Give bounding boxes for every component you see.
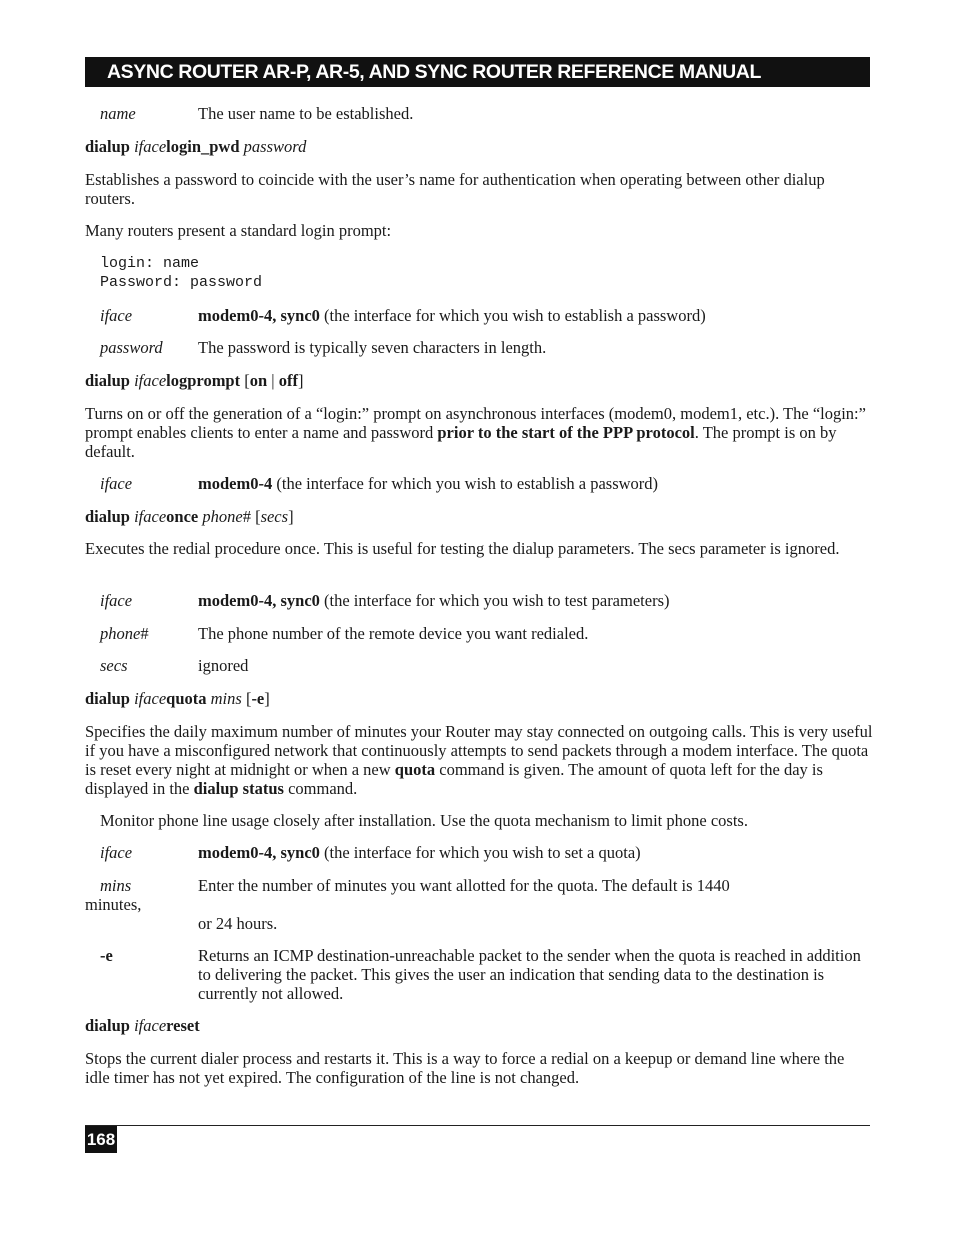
cmd-logprompt — [85, 371, 303, 390]
cmd-keyword: dialup — [85, 689, 130, 708]
cmd-suffix: # — [242, 507, 251, 526]
cmd-arg: iface — [134, 689, 167, 708]
login-prompt-line-2: Password: password — [100, 274, 263, 291]
param-mins: mins — [100, 876, 132, 895]
param-values: modem0-4, sync0 — [198, 306, 320, 325]
page-number: 168 — [85, 1126, 117, 1153]
param-iface-desc — [198, 474, 870, 493]
cmd-login-pwd — [85, 137, 306, 156]
param-note: (the interface for which you wish to set a quota) — [319, 843, 641, 862]
param-iface: iface — [100, 843, 133, 862]
cmd-separator: | — [267, 371, 279, 390]
cmd-bracket: [ — [244, 371, 250, 390]
cmd-arg: password — [243, 137, 307, 156]
param-phone-name: phone — [100, 624, 141, 643]
reset-desc: Stops the current dialer process and restarts it. This is a way to force a redial on a keepup or demand line where the idle timer has not yet expired. The configuration of the line is not changed. — [85, 1049, 845, 1087]
param-note: (the interface for which you wish to establish a password) — [319, 306, 706, 325]
param-mins-continued: or 24 hours. — [198, 914, 278, 933]
cmd-arg: iface — [134, 371, 167, 390]
page-header: ASYNC ROUTER AR-P, AR-5, AND SYNC ROUTER REFERENCE MANUAL — [85, 57, 870, 87]
cmd-once — [85, 507, 294, 526]
cmd-keyword: login_pwd — [166, 137, 240, 156]
cmd-keyword: dialup — [85, 1016, 130, 1035]
param-values: modem0-4, sync0 — [198, 843, 320, 862]
cmd-bracket: [ — [245, 689, 252, 708]
login-pwd-desc: Establishes a password to coincide with the user’s name for authentication when operating between other dialup routers. — [85, 170, 825, 208]
cmd-arg: phone — [202, 507, 243, 526]
param-values: modem0-4 — [198, 474, 273, 493]
param-secs: secs — [100, 656, 128, 675]
cmd-quota — [85, 689, 270, 708]
cmd-bracket: ] — [288, 507, 294, 526]
cmd-keyword: reset — [166, 1016, 200, 1035]
param-phone-suffix: # — [140, 624, 149, 643]
param-iface: iface — [100, 591, 133, 610]
text: command is given. The amount of quota left for the day is displayed in the — [85, 760, 823, 798]
footer-rule — [85, 1125, 870, 1126]
param-iface-desc — [198, 306, 870, 325]
param-name-desc: The user name to be established. — [198, 104, 414, 123]
cmd-keyword: logprompt — [166, 371, 241, 390]
param-values: modem0-4, sync0 — [198, 591, 320, 610]
cmd-keyword: dialup — [85, 137, 130, 156]
param-e: -e — [100, 946, 113, 965]
param-iface-desc — [198, 591, 870, 610]
param-mins-desc: Enter the number of minutes you want allotted for the quota. The default is 1440 — [198, 876, 730, 895]
once-desc: Executes the redial procedure once. This is useful for testing the dialup parameters. The secs parameter is ignored. — [85, 539, 840, 558]
text: . The prompt is on by default. — [85, 423, 837, 461]
param-phone-desc: The phone number of the remote device you want redialed. — [198, 624, 589, 643]
cmd-reset — [85, 1016, 200, 1035]
cmd-option: on — [249, 371, 268, 390]
text-bold: quota — [394, 760, 436, 779]
cmd-bracket: ] — [264, 689, 270, 708]
param-phone — [100, 624, 149, 643]
param-iface: iface — [100, 474, 133, 493]
text: command. — [283, 779, 358, 798]
param-password-desc: The password is typically seven characters in length. — [198, 338, 547, 357]
param-note: (the interface for which you wish to test parameters) — [319, 591, 670, 610]
param-mins-wrap: minutes, — [85, 895, 142, 914]
cmd-bracket: ] — [297, 371, 304, 390]
cmd-option: off — [278, 371, 298, 390]
param-name: name — [100, 104, 136, 123]
param-iface: iface — [100, 306, 133, 325]
cmd-keyword: dialup — [85, 371, 130, 390]
param-note: (the interface for which you wish to establish a password) — [272, 474, 659, 493]
cmd-arg: iface — [134, 507, 167, 526]
login-prompt-line-1: login: name — [100, 255, 200, 272]
cmd-keyword: quota — [166, 689, 207, 708]
text: Turns on or off the generation of a “login:” prompt on asynchronous interfaces (modem0, modem1, etc.). The “login:” prompt enables clients to enter a name and password — [85, 404, 866, 442]
param-secs-desc: ignored — [198, 656, 249, 675]
text: Specifies the daily maximum number of minutes your Router may stay connected on outgoing calls. This is very useful if you have a misconfigured network that continuously attempts to send packets through a modem interface. The quota is reset every night at midnight or when a new — [85, 722, 873, 779]
text-bold: dialup status — [193, 779, 284, 798]
cmd-arg: secs — [260, 507, 289, 526]
login-prompt-intro: Many routers present a standard login prompt: — [85, 221, 392, 240]
cmd-keyword: dialup — [85, 507, 130, 526]
cmd-keyword: once — [166, 507, 199, 526]
cmd-option: -e — [251, 689, 265, 708]
cmd-bracket: [ — [250, 507, 261, 526]
quota-monitor-note: Monitor phone line usage closely after installation. Use the quota mechanism to limit phone costs. — [100, 811, 748, 830]
param-password: password — [100, 338, 163, 357]
cmd-arg: iface — [134, 1016, 167, 1035]
quota-desc — [85, 722, 875, 798]
param-e-desc: Returns an ICMP destination-unreachable packet to the sender when the quota is reached in addition to delivering the packet. This gives the user an indication that sending data to the destination is currently not allowed. — [198, 946, 861, 1003]
cmd-arg: iface — [134, 137, 167, 156]
cmd-arg: mins — [210, 689, 242, 708]
logprompt-desc — [85, 404, 875, 461]
text-bold: prior to the start of the PPP protocol — [437, 423, 695, 442]
param-iface-desc — [198, 843, 870, 862]
